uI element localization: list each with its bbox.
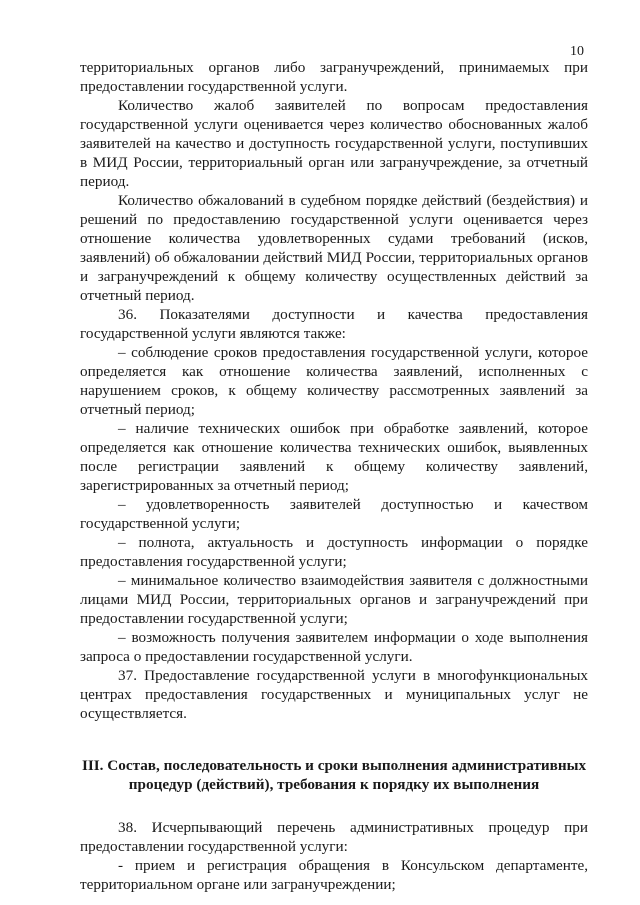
paragraph-37: 37. Предоставление государственной услуги в многофункциональных центрах предоставления государственных и муниципальных услуг не осуществляется. — [80, 667, 588, 722]
paragraph-court-appeals: Количество обжалований в судебном порядке действий (бездействия) и решений по предоставлению государственной услуги оценивается через отношение количества удовлетворенных судами требований (исков, заявлений) об обжаловании действий МИД России, территориальных органов и загранучреждений к общему количеству осуществленных действий за отчетный период. — [80, 192, 588, 304]
paragraph-36: 36. Показателями доступности и качества предоставления государственной услуги являются также: — [80, 306, 588, 342]
section-heading: III. Состав, последовательность и сроки выполнения административных процедур (действий), требования к порядку их выполнения — [81, 757, 587, 793]
page-number: 10 — [570, 44, 584, 59]
list-item: – соблюдение сроков предоставления государственной услуги, которое определяется как отношение количества заявлений, исполненных с нарушением сроков, к общему количеству рассмотренных заявлений за отчетный период; — [80, 344, 588, 418]
list-item: – минимальное количество взаимодействия заявителя с должностными лицами МИД России, территориальных органов и загранучреждений при предоставлении государственной услуги; — [80, 572, 588, 627]
list-item: – полнота, актуальность и доступность информации о порядке предоставления государственной услуги; — [80, 534, 588, 570]
paragraph-continuation: территориальных органов либо загранучреждений, принимаемых при предоставлении государственной услуги. — [80, 59, 588, 95]
paragraph-38: 38. Исчерпывающий перечень административных процедур при предоставлении государственной услуги: — [80, 819, 588, 855]
document-body — [80, 58, 588, 894]
list-item: – наличие технических ошибок при обработке заявлений, которое определяется как отношение количества технических ошибок, выявленных после регистрации заявлений к общему количеству заявлений, зарегистрированных за отчетный период; — [80, 420, 588, 494]
list-item: - прием и регистрация обращения в Консульском департаменте, территориальном органе или загранучреждении; — [80, 857, 588, 893]
paragraph-complaints: Количество жалоб заявителей по вопросам предоставления государственной услуги оценивается через количество обоснованных жалоб заявителей на качество и доступность государственной услуги, поступивших в МИД России, территориальный орган или загранучреждение, за отчетный период. — [80, 97, 588, 190]
list-item: – возможность получения заявителем информации о ходе выполнения запроса о предоставлении государственной услуги. — [80, 629, 588, 665]
list-item: – удовлетворенность заявителей доступностью и качеством государственной услуги; — [80, 496, 588, 532]
